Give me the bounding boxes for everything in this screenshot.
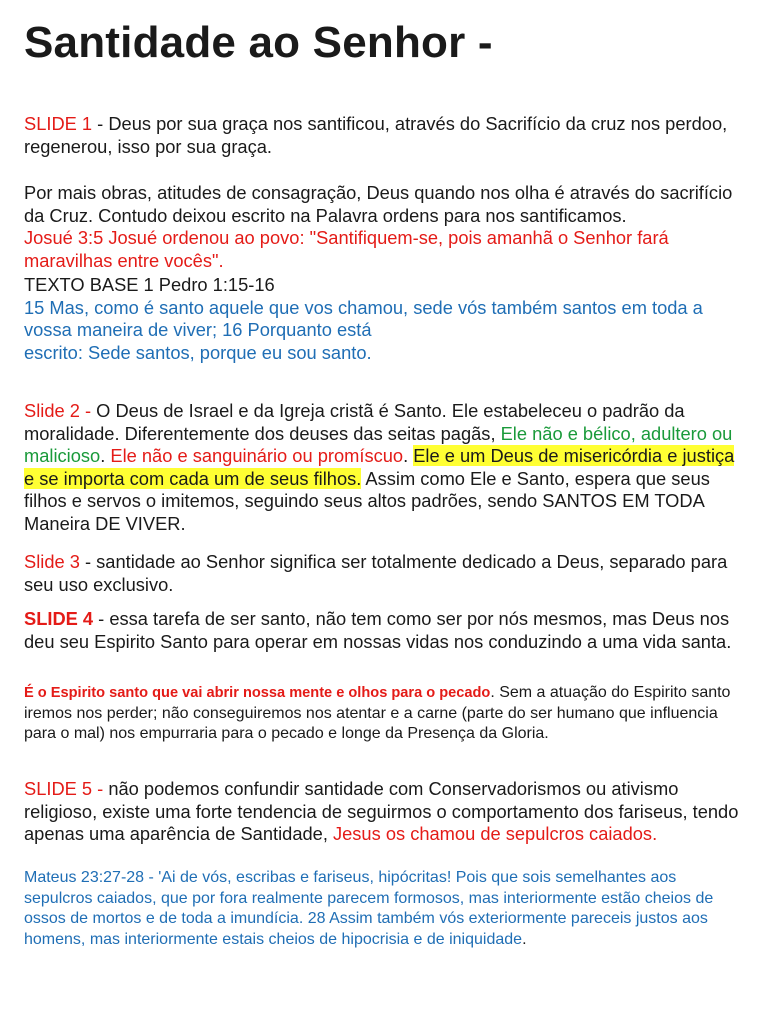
slide2-text-c: . [403,445,414,466]
slide1-text: - Deus por sua graça nos santificou, através do Sacrifício da cruz nos perdoo, regenerou, isso por sua graça. [24,113,728,157]
mateus-paragraph [24,868,748,950]
slide2-green-text: Ele não e bélico, adultero ou malicioso [24,422,733,466]
pedro-verse-line2: escrito: Sede santos, porque eu sou santo. [24,341,372,363]
texto-base: TEXTO BASE 1 Pedro 1:15-16 [24,274,275,295]
slide2-label: Slide 2 - [24,400,97,421]
espirito-red-text: É o Espirito santo que vai abrir nossa mente e olhos para o pecado [24,685,491,701]
josue-quote: Josué 3:5 Josué ordenou ao povo: "Santifiquem-se, pois amanhã o Senhor fará maravilhas entre vocês". [24,227,669,271]
grace-text: Por mais obras, atitudes de consagração, Deus quando nos olha é através do sacrifício da Cruz. Contudo deixou escrito na Palavra ordens para nos santificamos. [24,182,733,226]
espirito-text: . Sem a atuação do Espirito santo iremos nos perder; não conseguiremos nos atentar e a carne (parte do ser humano que influencia para o mal) nos empurraria para o pecado e longe da Presença da Gloria. [24,684,731,742]
slide5-text: não podemos confundir santidade com Conservadorismos ou ativismo religioso, existe uma forte tendencia de seguirmos o comportamento dos fariseus, tendo apenas uma aparência de Santidade, [24,778,739,844]
slide3-text: - santidade ao Senhor significa ser totalmente dedicado a Deus, separado para seu uso exclusivo. [24,551,728,595]
slide2-highlight-text: Ele e um Deus de misericórdia e justiça e se importa com cada um de seus filhos. [24,445,735,489]
slide4-text: - essa tarefa de ser santo, não tem como ser por nós mesmos, mas Deus nos deu seu Espirito Santo para operar em nossas vidas nos conduzindo a uma vida santa. [24,608,732,652]
slide4-label: SLIDE 4 [24,608,94,629]
slide3-paragraph [24,551,748,596]
espirito-paragraph [24,683,748,745]
slide1-label: SLIDE 1 [24,113,93,134]
slide2-text-d: Assim como Ele e Santo, espera que seus filhos e servos o imitemos, seguindo seus altos padrões, sendo SANTOS EM TODA Maneira DE VIVER. [24,467,710,534]
mateus-end: . [522,930,527,948]
slide2-red-text: Ele não e sanguinário ou promíscuo [110,445,404,466]
grace-paragraph [24,182,748,364]
slide1-paragraph [24,113,748,158]
slide2-text-a: O Deus de Israel e da Igreja cristã é Santo. Ele estabeleceu o padrão da moralidade. Diferentemente dos deuses das seitas pagãs, [24,400,685,444]
slide3-label: Slide 3 [24,551,80,572]
slide5-label: SLIDE 5 - [24,778,109,799]
pedro-verse-line1: 15 Mas, como é santo aquele que vos chamou, sede vós também santos em toda a vossa maneira de viver; 16 Porquanto está [24,296,703,340]
mateus-text: Mateus 23:27-28 - 'Ai de vós, escribas e fariseus, hipócritas! Pois que sois semelhantes aos sepulcros caiados, que por fora realmente parecem formosos, mas interiormente estão cheios de ossos de mortos e de toda a imundícia. 28 Assim também vós exteriormente pareceis justos aos homens, mas interiormente estais cheios de hipocrisia e de iniquidade [24,869,714,948]
slide5-red-text: Jesus os chamou de sepulcros caiados. [332,823,658,844]
slide4-paragraph [24,608,748,653]
slide2-paragraph [24,400,748,535]
slide2-text-b: . [100,445,111,466]
page-title: Santidade ao Senhor - [24,18,493,67]
slide5-paragraph [24,778,748,846]
